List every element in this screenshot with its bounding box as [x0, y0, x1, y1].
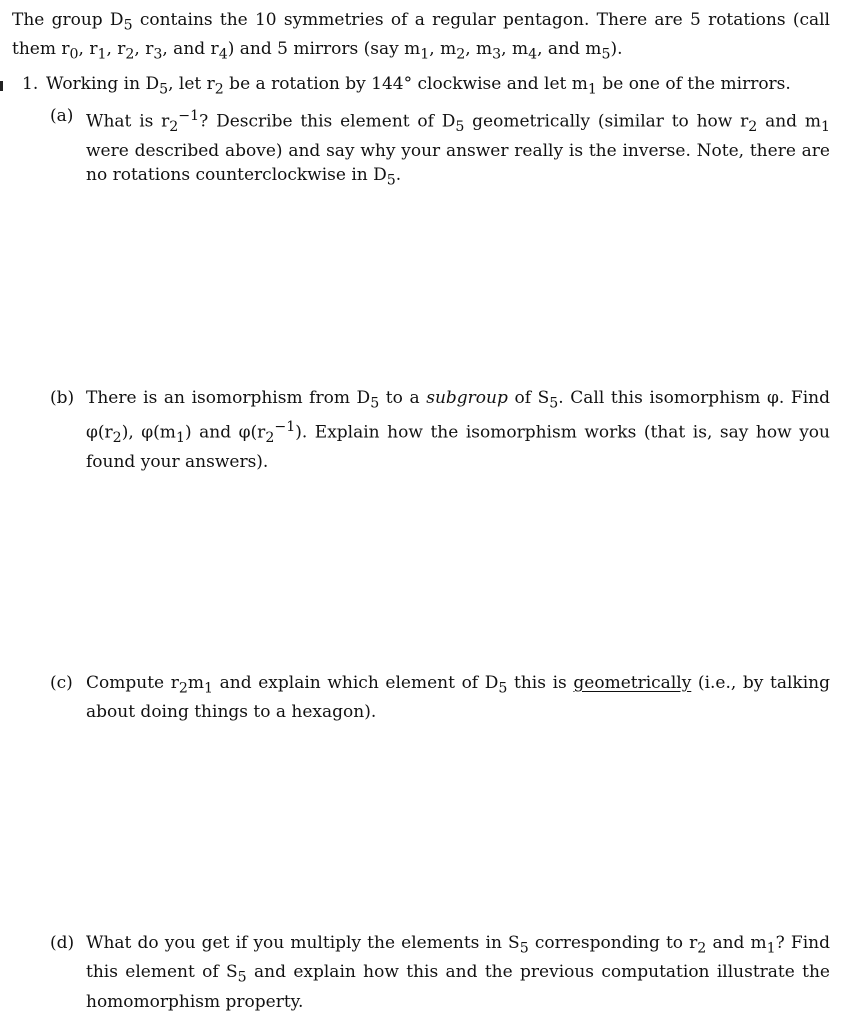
question-1d: [50, 931, 830, 1014]
question-1b-text: There is an isomorphism from $D_5$ to a subgroup of $S_5$. Call this isomorphism φ. Find $\varphi(r_2)$, $\varphi(m_1)$ and $\varphi(r_2^{-1})$. Explain how the isomorphism works (that is, say how you found your answers).: [86, 388, 830, 473]
question-1c-label: (c): [50, 673, 73, 693]
question-1-label: 1.: [22, 74, 39, 94]
question-1a-text: What is $r_2^{-1}$? Describe this element of $D_5$ geometrically (similar to how $r_2$ and $m_1$ were described above) and say why your answer really is the inverse. Note, there are no rotations counterclockwise in $D_5$.: [86, 108, 830, 189]
intro-paragraph: The group $D_5$ contains the 10 symmetries of a regular pentagon. There are 5 rotations (call them $r_0$, $r_1$, $r_2$, $r_3$, and $r_4$) and 5 mirrors (say $m_1$, $m_2$, $m_3$, $m_4$, and $m_5$).: [12, 10, 830, 63]
question-1b: [50, 386, 830, 474]
question-1c-text: Compute $r_2m_1$ and explain which element of $D_5$ this is geometrically (i.e., by talking about doing things to a hexagon).: [86, 673, 831, 723]
underlined-word: geometrically: [573, 673, 692, 693]
question-1: [22, 72, 830, 101]
question-1a: [50, 104, 830, 192]
question-1b-label: (b): [50, 388, 75, 408]
margin-marker: [0, 81, 3, 91]
question-1d-label: (d): [50, 933, 75, 953]
question-1-text: Working in $D_5$, let $r_2$ be a rotation by 144° clockwise and let $m_1$ be one of the mirrors.: [46, 74, 791, 98]
question-1c: [50, 671, 830, 724]
question-1a-label: (a): [50, 106, 74, 126]
question-1d-text: What do you get if you multiply the elements in $S_5$ corresponding to $r_2$ and $m_1$? Find this element of $S_5$ and explain how this and the previous computation illustrate the homomorphism property.: [86, 933, 830, 1012]
